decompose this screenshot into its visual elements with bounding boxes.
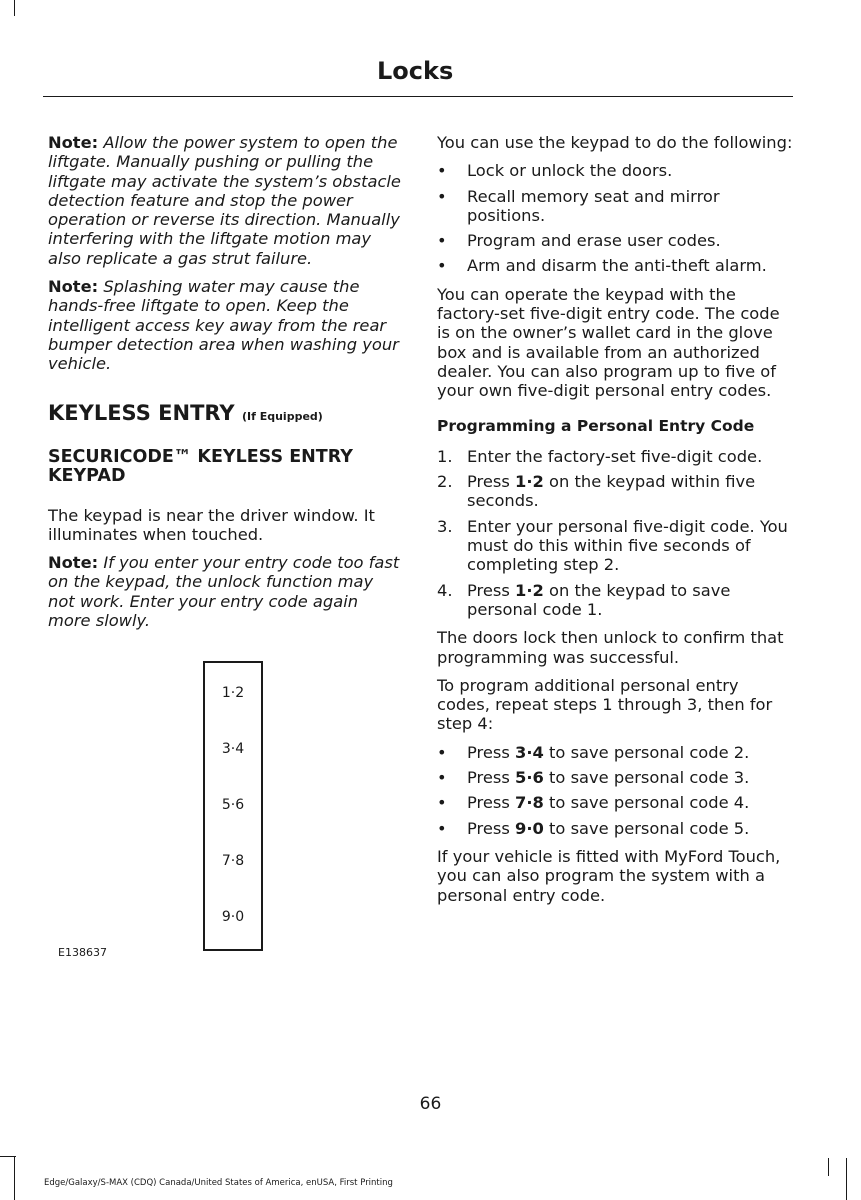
- crop-mark: [846, 1158, 847, 1200]
- list-item: [437, 187, 795, 226]
- bullet: •: [437, 256, 447, 276]
- keypad-location-paragraph: The keypad is near the driver window. It illuminates when touched.: [48, 505, 375, 544]
- save-codes-list: [437, 743, 795, 838]
- list-item-text-end: to save personal code 4.: [543, 793, 750, 813]
- note-liftgate-power: [48, 133, 404, 268]
- keypad-key-label: 5·6: [221, 797, 245, 813]
- list-item-text: Press: [467, 768, 516, 788]
- right-column: [437, 133, 795, 914]
- note-label: Note:: [48, 553, 99, 573]
- confirmation-paragraph: The doors lock then unlock to confirm that programming was successful.: [437, 628, 784, 667]
- note-text: Splashing water may cause the hands-free liftgate to open. Keep the intelligent access key away from the rear bumper detection area when washing your vehicle.: [48, 277, 399, 374]
- step-item: [437, 581, 795, 620]
- note-text: Allow the power system to open the liftgate. Manually pushing or pulling the liftgate may activate the system’s obstacle detection feature and stop the power operation or reverse its direction. Manually interfering with the liftgate motion may also replicate a gas strut failure.: [48, 133, 401, 268]
- list-item-text: Arm and disarm the anti-theft alarm.: [467, 256, 767, 276]
- bullet: •: [437, 161, 447, 181]
- list-item-text: Press: [467, 818, 516, 838]
- step-number: 2.: [437, 472, 453, 492]
- list-item: [437, 231, 795, 250]
- list-item-text: Recall memory seat and mirror positions.: [467, 186, 720, 225]
- step-key: 1·2: [515, 472, 544, 492]
- keypad-illustration: [203, 661, 263, 951]
- list-item-text-end: to save personal code 2.: [543, 742, 750, 762]
- note-label: Note:: [48, 277, 99, 297]
- left-column: [48, 133, 404, 639]
- crop-mark: [0, 1156, 16, 1157]
- list-item: [437, 743, 795, 762]
- bullet: •: [437, 768, 447, 788]
- list-item-text: Press: [467, 793, 516, 813]
- additional-codes-paragraph: To program additional personal entry codes, repeat steps 1 through 3, then for step 4:: [437, 675, 773, 734]
- crop-mark: [828, 1158, 829, 1176]
- keypad-key-label: 7·8: [221, 853, 245, 869]
- factory-code-paragraph: You can operate the keypad with the factory-set five-digit entry code. The code is on the owner’s wallet card in the glove box and is available from an authorized dealer. You can also program up to five of your own five-digit personal entry codes.: [437, 284, 780, 401]
- key-combo: 3·4: [515, 742, 544, 762]
- programming-heading: Programming a Personal Entry Code: [437, 416, 755, 435]
- note-label: Note:: [48, 133, 99, 152]
- step-item: [437, 472, 795, 511]
- list-item-text-end: to save personal code 5.: [543, 818, 750, 838]
- list-item-text: Press: [467, 742, 516, 762]
- page-title: Locks: [377, 57, 454, 85]
- step-item: [437, 517, 795, 575]
- step-text-end: on the keypad to save personal code 1.: [467, 580, 731, 619]
- note-text: If you enter your entry code too fast on the keypad, the unlock function may not work. Enter your entry code again more slowly.: [48, 553, 400, 631]
- step-text: Press: [467, 580, 516, 600]
- step-number: 1.: [437, 446, 453, 466]
- step-text: Enter the factory-set five-digit code.: [467, 446, 763, 466]
- subsection-heading: SECURICODE™ KEYLESS ENTRY KEYPAD: [48, 446, 353, 486]
- bullet: •: [437, 793, 447, 813]
- key-combo: 5·6: [515, 768, 544, 788]
- myford-touch-paragraph: If your vehicle is fitted with MyFord Touch, you can also program the system with a personal entry code.: [437, 846, 781, 905]
- keypad-key-label: 1·2: [221, 685, 245, 701]
- bullet: •: [437, 231, 447, 251]
- programming-steps: [437, 447, 795, 619]
- keypad-uses-list: [437, 161, 795, 275]
- section-heading-main: KEYLESS ENTRY: [48, 400, 235, 425]
- keypad-key-label: 3·4: [221, 741, 245, 757]
- section-heading-suffix: (If Equipped): [241, 409, 323, 423]
- step-number: 3.: [437, 516, 453, 536]
- note-splashing-water: [48, 277, 404, 373]
- keypad-uses-intro: You can use the keypad to do the following:: [437, 133, 793, 152]
- list-item-text-end: to save personal code 3.: [543, 768, 750, 788]
- step-text: Press: [467, 472, 516, 492]
- list-item: [437, 793, 795, 812]
- list-item-text: Program and erase user codes.: [467, 231, 721, 251]
- figure-id: E138637: [58, 946, 107, 959]
- step-key: 1·2: [515, 580, 544, 600]
- key-combo: 9·0: [515, 818, 544, 838]
- bullet: •: [437, 818, 447, 838]
- section-heading: [48, 401, 404, 429]
- crop-mark: [14, 1156, 15, 1200]
- keypad-key-label: 9·0: [221, 909, 245, 925]
- key-combo: 7·8: [515, 793, 544, 813]
- note-entry-speed: [48, 553, 404, 630]
- step-item: [437, 447, 795, 466]
- bullet: •: [437, 186, 447, 206]
- step-text: Enter your personal five-digit code. You must do this within five seconds of completing step 2.: [467, 516, 788, 575]
- list-item: [437, 161, 795, 180]
- bullet: •: [437, 742, 447, 762]
- step-text-end: on the keypad within five seconds.: [467, 472, 756, 511]
- footer-text: Edge/Galaxy/S-MAX (CDQ) Canada/United States of America, enUSA, First Printing: [44, 1178, 393, 1188]
- list-item: [437, 819, 795, 838]
- list-item-text: Lock or unlock the doors.: [467, 161, 673, 181]
- step-number: 4.: [437, 580, 453, 600]
- list-item: [437, 768, 795, 787]
- title-rule: [43, 96, 793, 97]
- list-item: [437, 256, 795, 275]
- crop-mark: [14, 0, 15, 16]
- page-number: 66: [419, 1094, 442, 1114]
